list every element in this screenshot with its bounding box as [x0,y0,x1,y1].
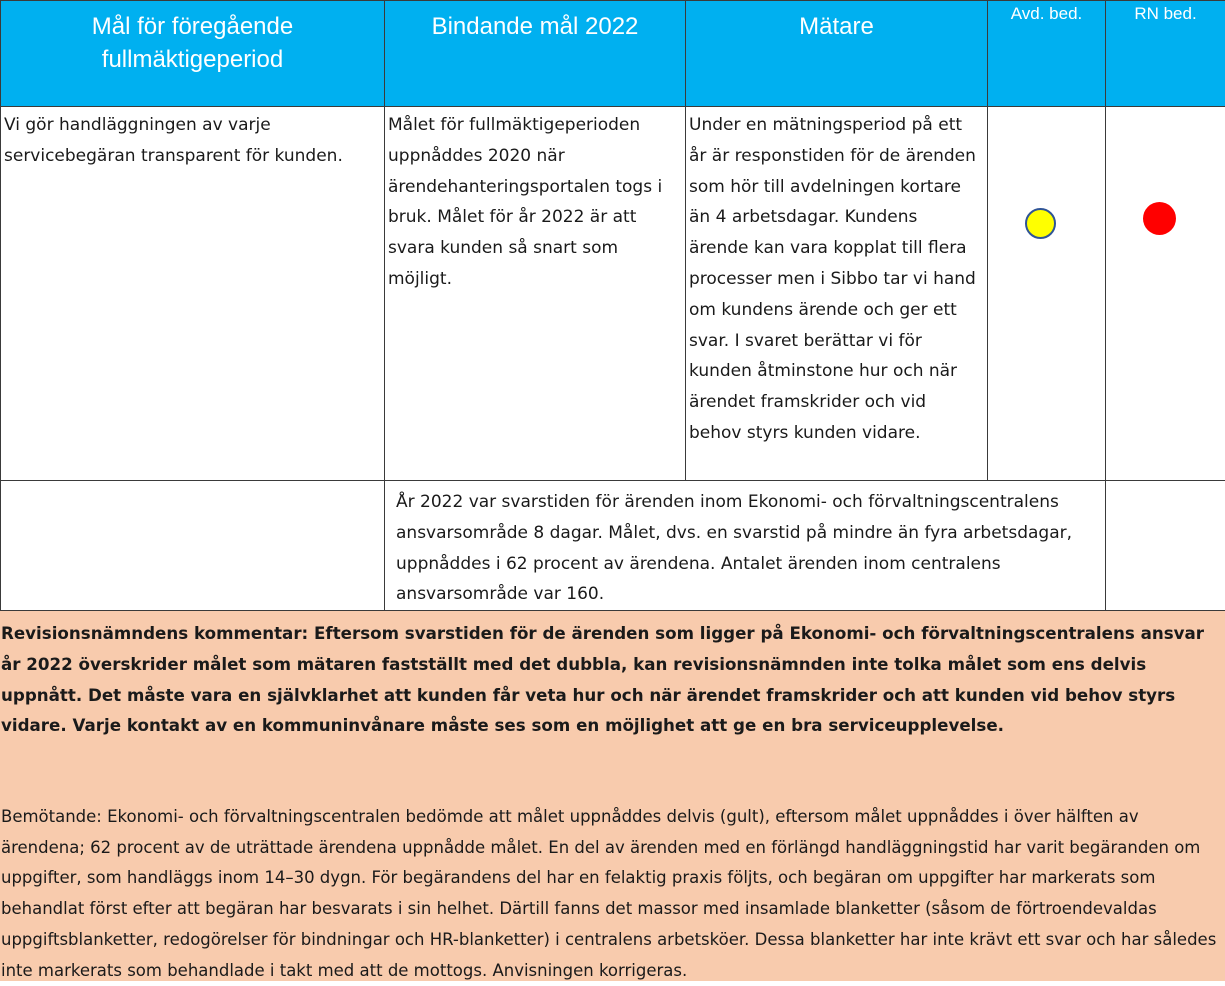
header-binding-goal-2022: Bindande mål 2022 [385,1,686,107]
revision-board-comment-box [0,610,1225,981]
binding-goal-text: Målet för fullmäktigeperioden uppnåddes 2020 när ärendehanteringsportalen togs i bruk. Målet för år 2022 är att svara kunden så snart som möjligt. [385,107,685,295]
result-row [1,481,1225,619]
binding-goal-cell [385,107,686,481]
header-dept-rating: Avd. bed. [988,1,1106,107]
header-rn-rating: RN bed. [1106,1,1225,107]
red-status-dot-icon [1143,202,1176,235]
revision-board-comment: Revisionsnämndens kommentar: Eftersom svarstiden för de ärenden som ligger på Ekonomi- och förvaltningscentralens ansvar år 2022 överskrider målet som mätaren fastställt med det dubbla, kan revisionsnämnden inte tolka målet som ens delvis uppnått. Det måste vara en självklarhet att kunden får veta hur och när ärendet framskrider och att kunden vid behov styrs vidare. Varje kontakt av en kommuninvånare måste ses som en möjlighet att ge en bra serviceupplevelse. [1,618,1221,741]
goal-row [1,107,1225,481]
result-empty-cell-right [1106,481,1225,619]
rn-rating-cell [1106,107,1225,481]
goal-text: Vi gör handläggningen av varje servicebegäran transparent för kunden. [1,107,384,172]
result-text: År 2022 var svarstiden för ärenden inom Ekonomi- och förvaltningscentralens ansvarsområde 8 dagar. Målet, dvs. en svarstid på mindre än fyra arbetsdagar, uppnåddes i 62 procent av ärendena. Antalet ärenden inom centralens ansvarsområde var 160. [385,481,1105,610]
dept-rating-cell [988,107,1106,481]
department-response: Bemötande: Ekonomi- och förvaltningscentralen bedömde att målet uppnåddes delvis (gult), eftersom målet uppnåddes i över hälften av ärendena; 62 procent av de uträttade ärendena uppnådde målet. En del av ärenden med en förlängd handläggningstid har varit begäranden om uppgifter, som handläggs inom 14–30 dygn. För begärandens del har en felaktig praxis följts, och begäran om uppgifter har markerats som behandlat först efter att begäran har besvarats i sin helhet. Därtill fanns det massor med insamlade blanketter (såsom de förtroendevaldas uppgiftsblanketter, redogörelser för bindningar och HR-blanketter) i centralens arbetsköer. Dessa blanketter har inte krävt ett svar och har således inte markerats som behandlade i takt med att de mottogs. Anvisningen korrigeras. [1,802,1223,986]
measure-cell [686,107,988,481]
result-cell [385,481,1106,619]
yellow-status-dot-icon [1025,208,1056,239]
header-previous-period-goal: Mål för föregående fullmäktigeperiod [1,1,385,107]
header-measure: Mätare [686,1,988,107]
header-row [1,1,1225,107]
measure-text: Under en mätningsperiod på ett år är responstiden för de ärenden som hör till avdelningen kortare än 4 arbetsdagar. Kundens ärende kan vara kopplat till flera processer men i Sibbo tar vi hand om kundens ärende och ger ett svar. I svaret berättar vi för kunden åtminstone hur och när ärendet framskrider och vid behov styrs kunden vidare. [686,107,987,449]
result-empty-cell [1,481,385,619]
goal-cell [1,107,385,481]
